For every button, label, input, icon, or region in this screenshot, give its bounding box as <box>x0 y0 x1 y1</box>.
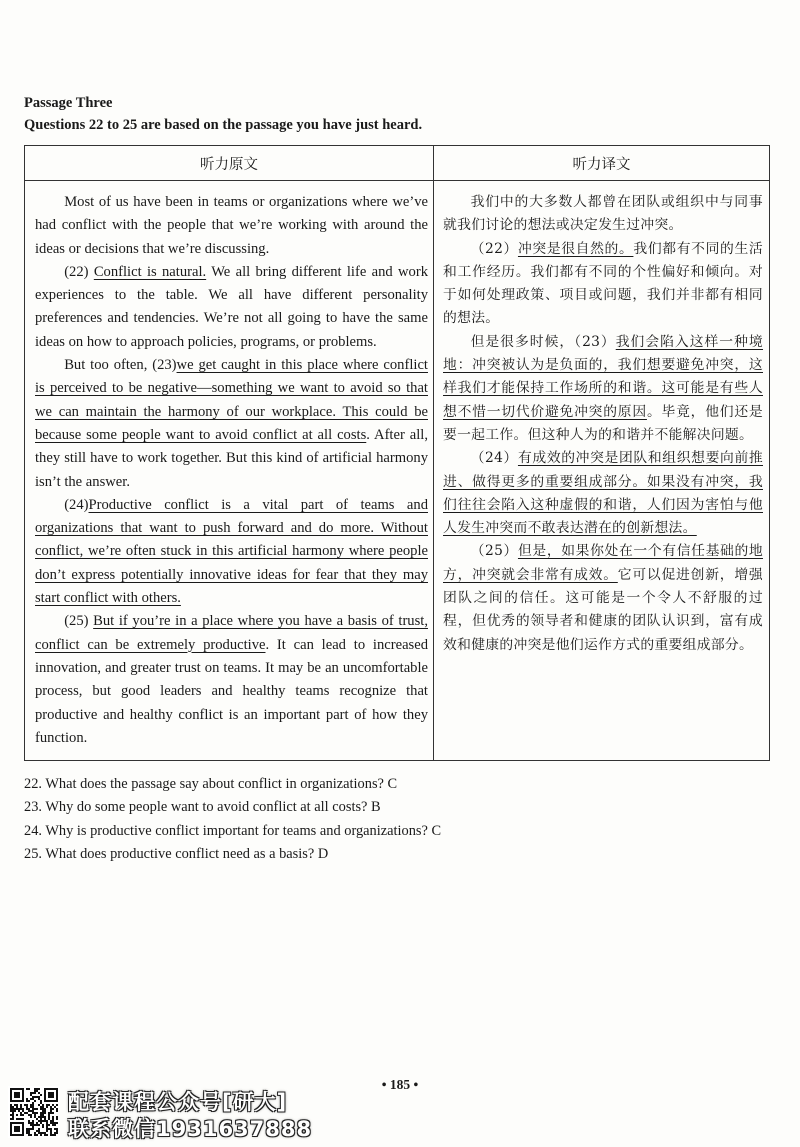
question-23: 23. Why do some people want to avoid conflict at all costs? B <box>24 799 381 816</box>
text-segment: . It can lead to increased innovation, and greater trust on teams. It may be an uncomfortable process, but good leaders and healthy teams recognize that productive and healthy conflict is an important part of how they function. <box>35 636 428 746</box>
paragraph <box>443 238 763 331</box>
underlined-text: But if you’re in a place where you have a basis of trust, conflict can be extremely productive <box>35 613 428 653</box>
paragraph <box>35 261 428 354</box>
question-22: 22. What does the passage say about conflict in organizations? C <box>24 776 398 792</box>
underlined-text: 我们会陷入这样一种境地：冲突被认为是负面的，我们想要避免冲突，这样我们才能保持工作场所的和谐。这可能是有些人想不惜一切代价避免冲突的原因 <box>443 333 764 420</box>
text-segment: （24） <box>470 450 518 467</box>
text-segment: 但是很多时候，（23） <box>470 333 616 350</box>
text-segment: (25) <box>64 613 94 630</box>
transcript-table <box>24 145 770 761</box>
table-header-row <box>25 146 770 181</box>
text-segment: （25） <box>470 543 518 560</box>
text-segment: 它可以促进创新，增强团队之间的信任。这可能是一个令人不舒服的过程，但优秀的领导者和健康的团队认识到，富有成效和健康的冲突是他们运作方式的重要组成部分。 <box>443 566 763 653</box>
question-list <box>24 773 441 866</box>
paragraph <box>443 191 763 238</box>
paragraph <box>443 540 763 656</box>
page-number: • 185 • <box>381 1077 419 1092</box>
passage-title: Passage Three <box>24 95 113 111</box>
watermark <box>8 1086 328 1142</box>
paragraph <box>35 494 428 610</box>
paragraph <box>35 191 428 261</box>
passage-instruction: Questions 22 to 25 are based on the passage you have just heard. <box>24 117 423 133</box>
underlined-text: Productive conflict is a vital part of teams and organizations that want to push forward and do more. Without conflict, we’re often stuck in this artificial harmony where people don’t express potentially innovative ideas for fear that they may start conflict with others. <box>35 496 428 607</box>
underlined-text: we get caught in this place where conflict is perceived to be negative—something we want to avoid so that we can maintain the harmony of our workplace. This could be because some people want to avoid conflict at all costs <box>35 357 428 443</box>
text-segment: We all bring different life and work experiences to the table. We all have different personality preferences and tendencies. We’re not all going to have the same ideas on how to approach policies, programs, or problems. <box>35 263 428 350</box>
text-segment: 我们中的大多数人都曾在团队或组织中与同事就我们讨论的想法或决定发生过冲突。 <box>443 194 763 234</box>
table-row <box>25 181 770 761</box>
question-25: 25. What does productive conflict need as a basis? D <box>24 845 329 862</box>
text-segment: . After all, they still have to work together. But this kind of artificial harmony isn’t the answer. <box>35 426 428 490</box>
text-segment: （22） <box>470 240 518 257</box>
text-segment: (22) <box>64 263 94 280</box>
header-translation: 听力译文 <box>434 146 770 181</box>
underlined-text: 但是，如果你处在一个有信任基础的地方，冲突就会非常有成效。 <box>443 543 763 583</box>
text-segment: Most of us have been in teams or organizations where we’ve had conflict with the people that we’re working with around the ideas or decisions that we’re discussing. <box>35 194 428 257</box>
text-segment: But too often, (23) <box>64 357 177 374</box>
english-transcript-cell <box>25 181 434 761</box>
underlined-text: Conflict is natural. <box>93 263 207 280</box>
paragraph <box>35 610 428 750</box>
watermark-line-2: 联系微信1931637888 <box>68 1117 313 1141</box>
text-segment: 。毕竟，他们还是要一起工作。但这种人为的和谐并不能解决问题。 <box>443 403 763 443</box>
watermark-line-1: 配套课程公众号[研大] <box>68 1090 288 1114</box>
underlined-text: 有成效的冲突是团队和组织想要向前推进、做得更多的重要组成部分。如果没有冲突，我们往往会陷入这种虚假的和谐，人们因为害怕与他人发生冲突而不敢表达潜在的创新想法。 <box>443 450 763 537</box>
text-segment: 我们都有不同的生活和工作经历。我们都有不同的个性偏好和倾向。对于如何处理政策、项目或问题，我们并非都有相同的想法。 <box>443 240 763 327</box>
qr-code-icon <box>8 1086 60 1138</box>
underlined-text: 冲突是很自然的。 <box>517 240 634 257</box>
header-original-text: 听力原文 <box>25 146 434 181</box>
chinese-translation-cell <box>434 181 770 761</box>
paragraph <box>35 354 428 494</box>
paragraph <box>443 331 763 447</box>
paragraph <box>443 447 763 540</box>
question-24: 24. Why is productive conflict important for teams and organizations? C <box>24 822 442 839</box>
text-segment: (24) <box>64 496 89 513</box>
